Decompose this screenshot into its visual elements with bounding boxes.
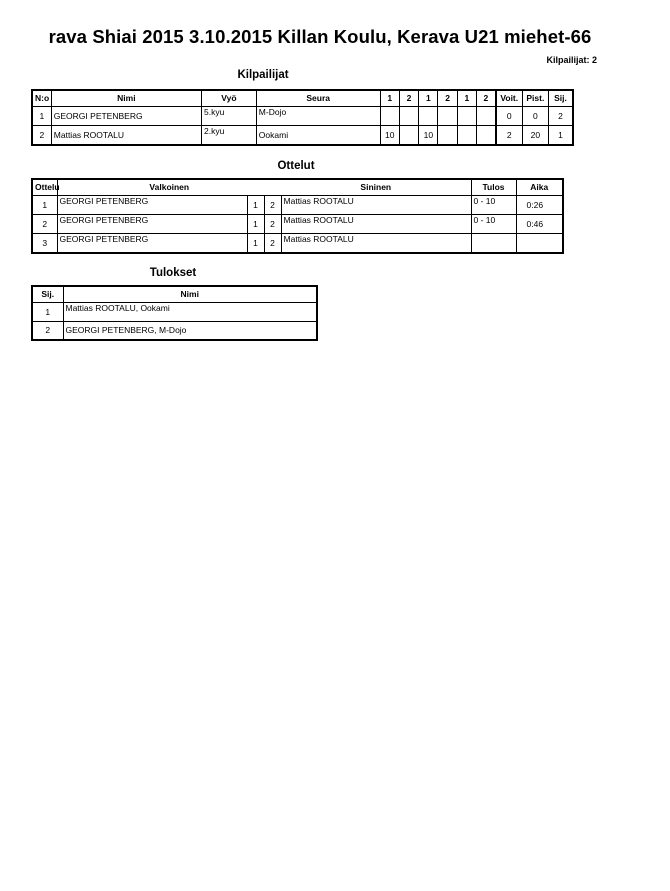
table-row xyxy=(32,107,573,126)
col-place: Sij. xyxy=(32,286,63,303)
round-score xyxy=(438,126,457,146)
table-row xyxy=(32,234,563,254)
matches-table xyxy=(31,178,564,254)
white-number: 1 xyxy=(247,215,264,234)
blue-competitor: Mattias ROOTALU xyxy=(281,215,471,234)
blue-number: 2 xyxy=(264,196,281,215)
page-title: rava Shiai 2015 3.10.2015 Killan Koulu, Kerava U21 miehet-66 xyxy=(48,26,592,47)
white-competitor: GEORGI PETENBERG xyxy=(57,215,247,234)
round-score xyxy=(399,126,418,146)
results-header-row xyxy=(32,286,317,303)
competitor-points: 20 xyxy=(522,126,548,146)
blue-number: 2 xyxy=(264,215,281,234)
competitor-wins: 0 xyxy=(496,107,522,126)
col-points: Pist. xyxy=(522,90,548,107)
col-white: Valkoinen xyxy=(57,179,281,196)
round-score xyxy=(419,107,438,126)
match-result: 0 - 10 xyxy=(471,215,516,234)
competitor-no: 1 xyxy=(32,107,51,126)
match-no: 3 xyxy=(32,234,57,254)
round-score xyxy=(457,107,476,126)
result-name: Mattias ROOTALU, Ookami xyxy=(63,303,317,322)
round-score xyxy=(457,126,476,146)
col-round-6: 2 xyxy=(477,90,496,107)
competitor-wins: 2 xyxy=(496,126,522,146)
round-score xyxy=(438,107,457,126)
match-no: 1 xyxy=(32,196,57,215)
col-name: Nimi xyxy=(51,90,201,107)
col-club: Seura xyxy=(256,90,380,107)
round-score xyxy=(477,107,496,126)
white-number: 1 xyxy=(247,234,264,254)
competitors-table xyxy=(31,89,574,146)
col-blue: Sininen xyxy=(281,179,471,196)
blue-number: 2 xyxy=(264,234,281,254)
white-competitor: GEORGI PETENBERG xyxy=(57,196,247,215)
blue-competitor: Mattias ROOTALU xyxy=(281,196,471,215)
col-wins: Voit. xyxy=(496,90,522,107)
competitor-name: Mattias ROOTALU xyxy=(51,126,201,146)
col-match: Ottelu xyxy=(32,179,57,196)
matches-header-row xyxy=(32,179,563,196)
col-round-3: 1 xyxy=(419,90,438,107)
competitor-belt: 2.kyu xyxy=(202,126,257,146)
table-row xyxy=(32,215,563,234)
competitor-place: 1 xyxy=(549,126,573,146)
competitors-heading: Kilpailijat xyxy=(237,69,289,81)
results-heading: Tulokset xyxy=(149,267,197,279)
competitor-club: M-Dojo xyxy=(256,107,380,126)
white-competitor: GEORGI PETENBERG xyxy=(57,234,247,254)
col-place: Sij. xyxy=(549,90,573,107)
result-place: 1 xyxy=(32,303,63,322)
col-round-2: 2 xyxy=(399,90,418,107)
result-name: GEORGI PETENBERG, M-Dojo xyxy=(63,322,317,341)
col-name: Nimi xyxy=(63,286,317,303)
competitor-club: Ookami xyxy=(256,126,380,146)
competitor-points: 0 xyxy=(522,107,548,126)
result-place: 2 xyxy=(32,322,63,341)
match-time: 0:46 xyxy=(516,215,563,234)
col-time: Aika xyxy=(516,179,563,196)
matches-heading: Ottelut xyxy=(277,160,315,172)
participant-count: Kilpailijat: 2 xyxy=(546,55,597,65)
round-score xyxy=(399,107,418,126)
match-result xyxy=(471,234,516,254)
match-time xyxy=(516,234,563,254)
competitor-belt: 5.kyu xyxy=(202,107,257,126)
competitors-header-row xyxy=(32,90,573,107)
competitor-no: 2 xyxy=(32,126,51,146)
col-round-1: 1 xyxy=(380,90,399,107)
round-score: 10 xyxy=(380,126,399,146)
table-row xyxy=(32,322,317,341)
match-no: 2 xyxy=(32,215,57,234)
col-no: N:o xyxy=(32,90,51,107)
blue-competitor: Mattias ROOTALU xyxy=(281,234,471,254)
col-result: Tulos xyxy=(471,179,516,196)
table-row xyxy=(32,126,573,146)
col-round-5: 1 xyxy=(457,90,476,107)
results-table xyxy=(31,285,318,341)
white-number: 1 xyxy=(247,196,264,215)
round-score xyxy=(380,107,399,126)
col-belt: Vyö xyxy=(202,90,257,107)
round-score: 10 xyxy=(419,126,438,146)
round-score xyxy=(477,126,496,146)
competitor-place: 2 xyxy=(549,107,573,126)
competitor-name: GEORGI PETENBERG xyxy=(51,107,201,126)
match-result: 0 - 10 xyxy=(471,196,516,215)
table-row xyxy=(32,196,563,215)
table-row xyxy=(32,303,317,322)
match-time: 0:26 xyxy=(516,196,563,215)
col-round-4: 2 xyxy=(438,90,457,107)
